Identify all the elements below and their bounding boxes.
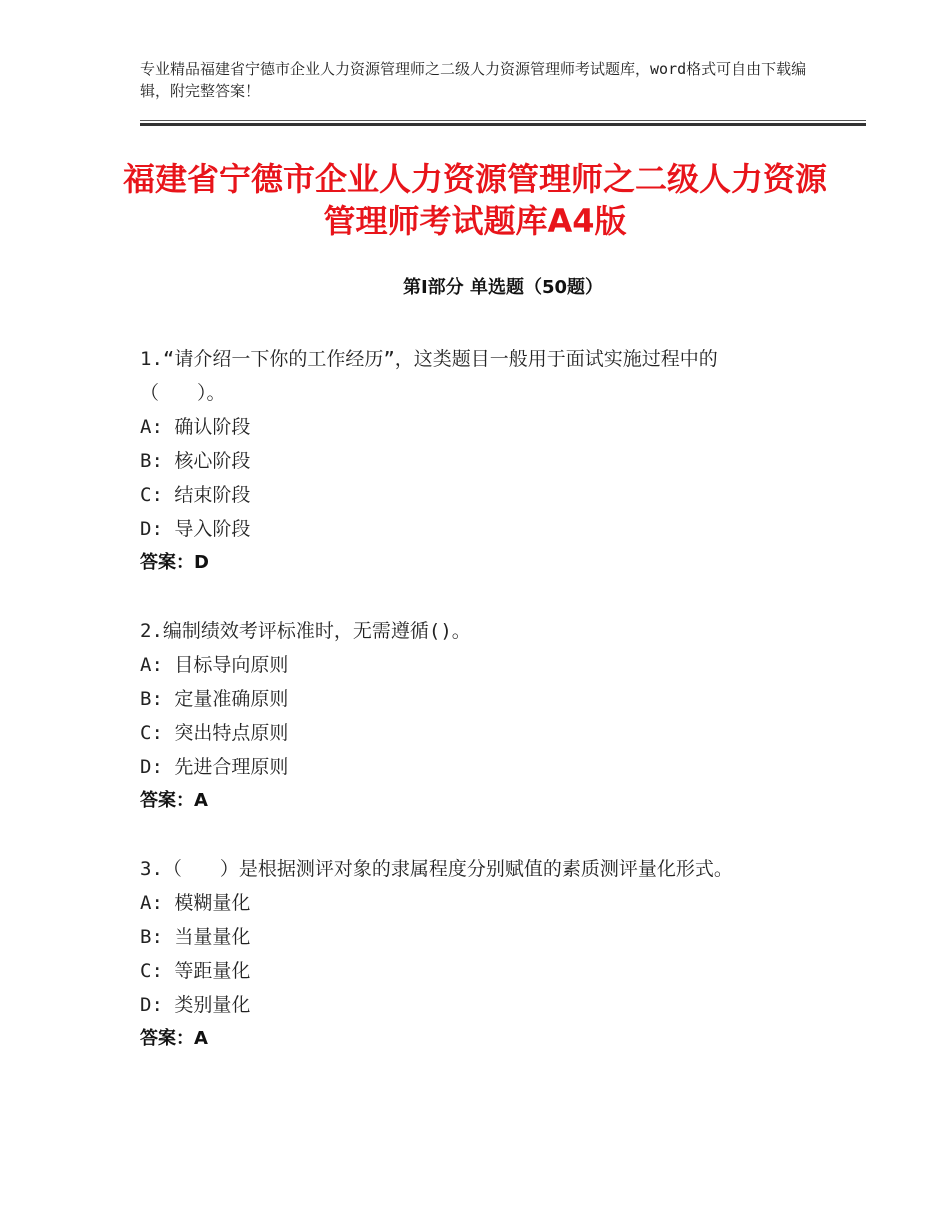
option-c: C: 结束阶段 bbox=[140, 484, 251, 506]
option-b: B: 定量准确原则 bbox=[140, 688, 289, 710]
header-note: 专业精品福建省宁德市企业人力资源管理师之二级人力资源管理师考试题库，word格式可自由下载编辑，附完整答案！ bbox=[140, 60, 807, 100]
section-title: 第Ⅰ部分 单选题（50题） bbox=[402, 277, 603, 298]
option-c: C: 等距量化 bbox=[140, 960, 251, 982]
question-stem: 2.编制绩效考评标准时，无需遵循()。 bbox=[140, 620, 471, 642]
question-stem: 1.“请介绍一下你的工作经历”，这类题目一般用于面试实施过程中的（ ）。 bbox=[140, 348, 718, 404]
answer-label: 答案：A bbox=[140, 790, 208, 811]
option-b: B: 核心阶段 bbox=[140, 450, 251, 472]
option-d: D: 先进合理原则 bbox=[140, 756, 289, 778]
question-1 bbox=[140, 342, 830, 580]
option-b: B: 当量量化 bbox=[140, 926, 251, 948]
header-divider-thin bbox=[140, 120, 866, 121]
document-title: 福建省宁德市企业人力资源管理师之二级人力资源管理师考试题库A4版 bbox=[122, 160, 827, 240]
header-divider-thick bbox=[140, 123, 866, 126]
option-d: D: 导入阶段 bbox=[140, 518, 251, 540]
question-stem: 3.（ ）是根据测评对象的隶属程度分别赋值的素质测评量化形式。 bbox=[140, 858, 733, 880]
question-2 bbox=[140, 614, 830, 818]
answer-label: 答案：A bbox=[140, 1028, 208, 1049]
option-a: A: 确认阶段 bbox=[140, 416, 251, 438]
option-a: A: 目标导向原则 bbox=[140, 654, 289, 676]
question-3 bbox=[140, 852, 830, 1056]
option-a: A: 模糊量化 bbox=[140, 892, 251, 914]
option-d: D: 类别量化 bbox=[140, 994, 251, 1016]
question-list bbox=[140, 342, 830, 1090]
option-c: C: 突出特点原则 bbox=[140, 722, 289, 744]
answer-label: 答案：D bbox=[140, 552, 209, 573]
